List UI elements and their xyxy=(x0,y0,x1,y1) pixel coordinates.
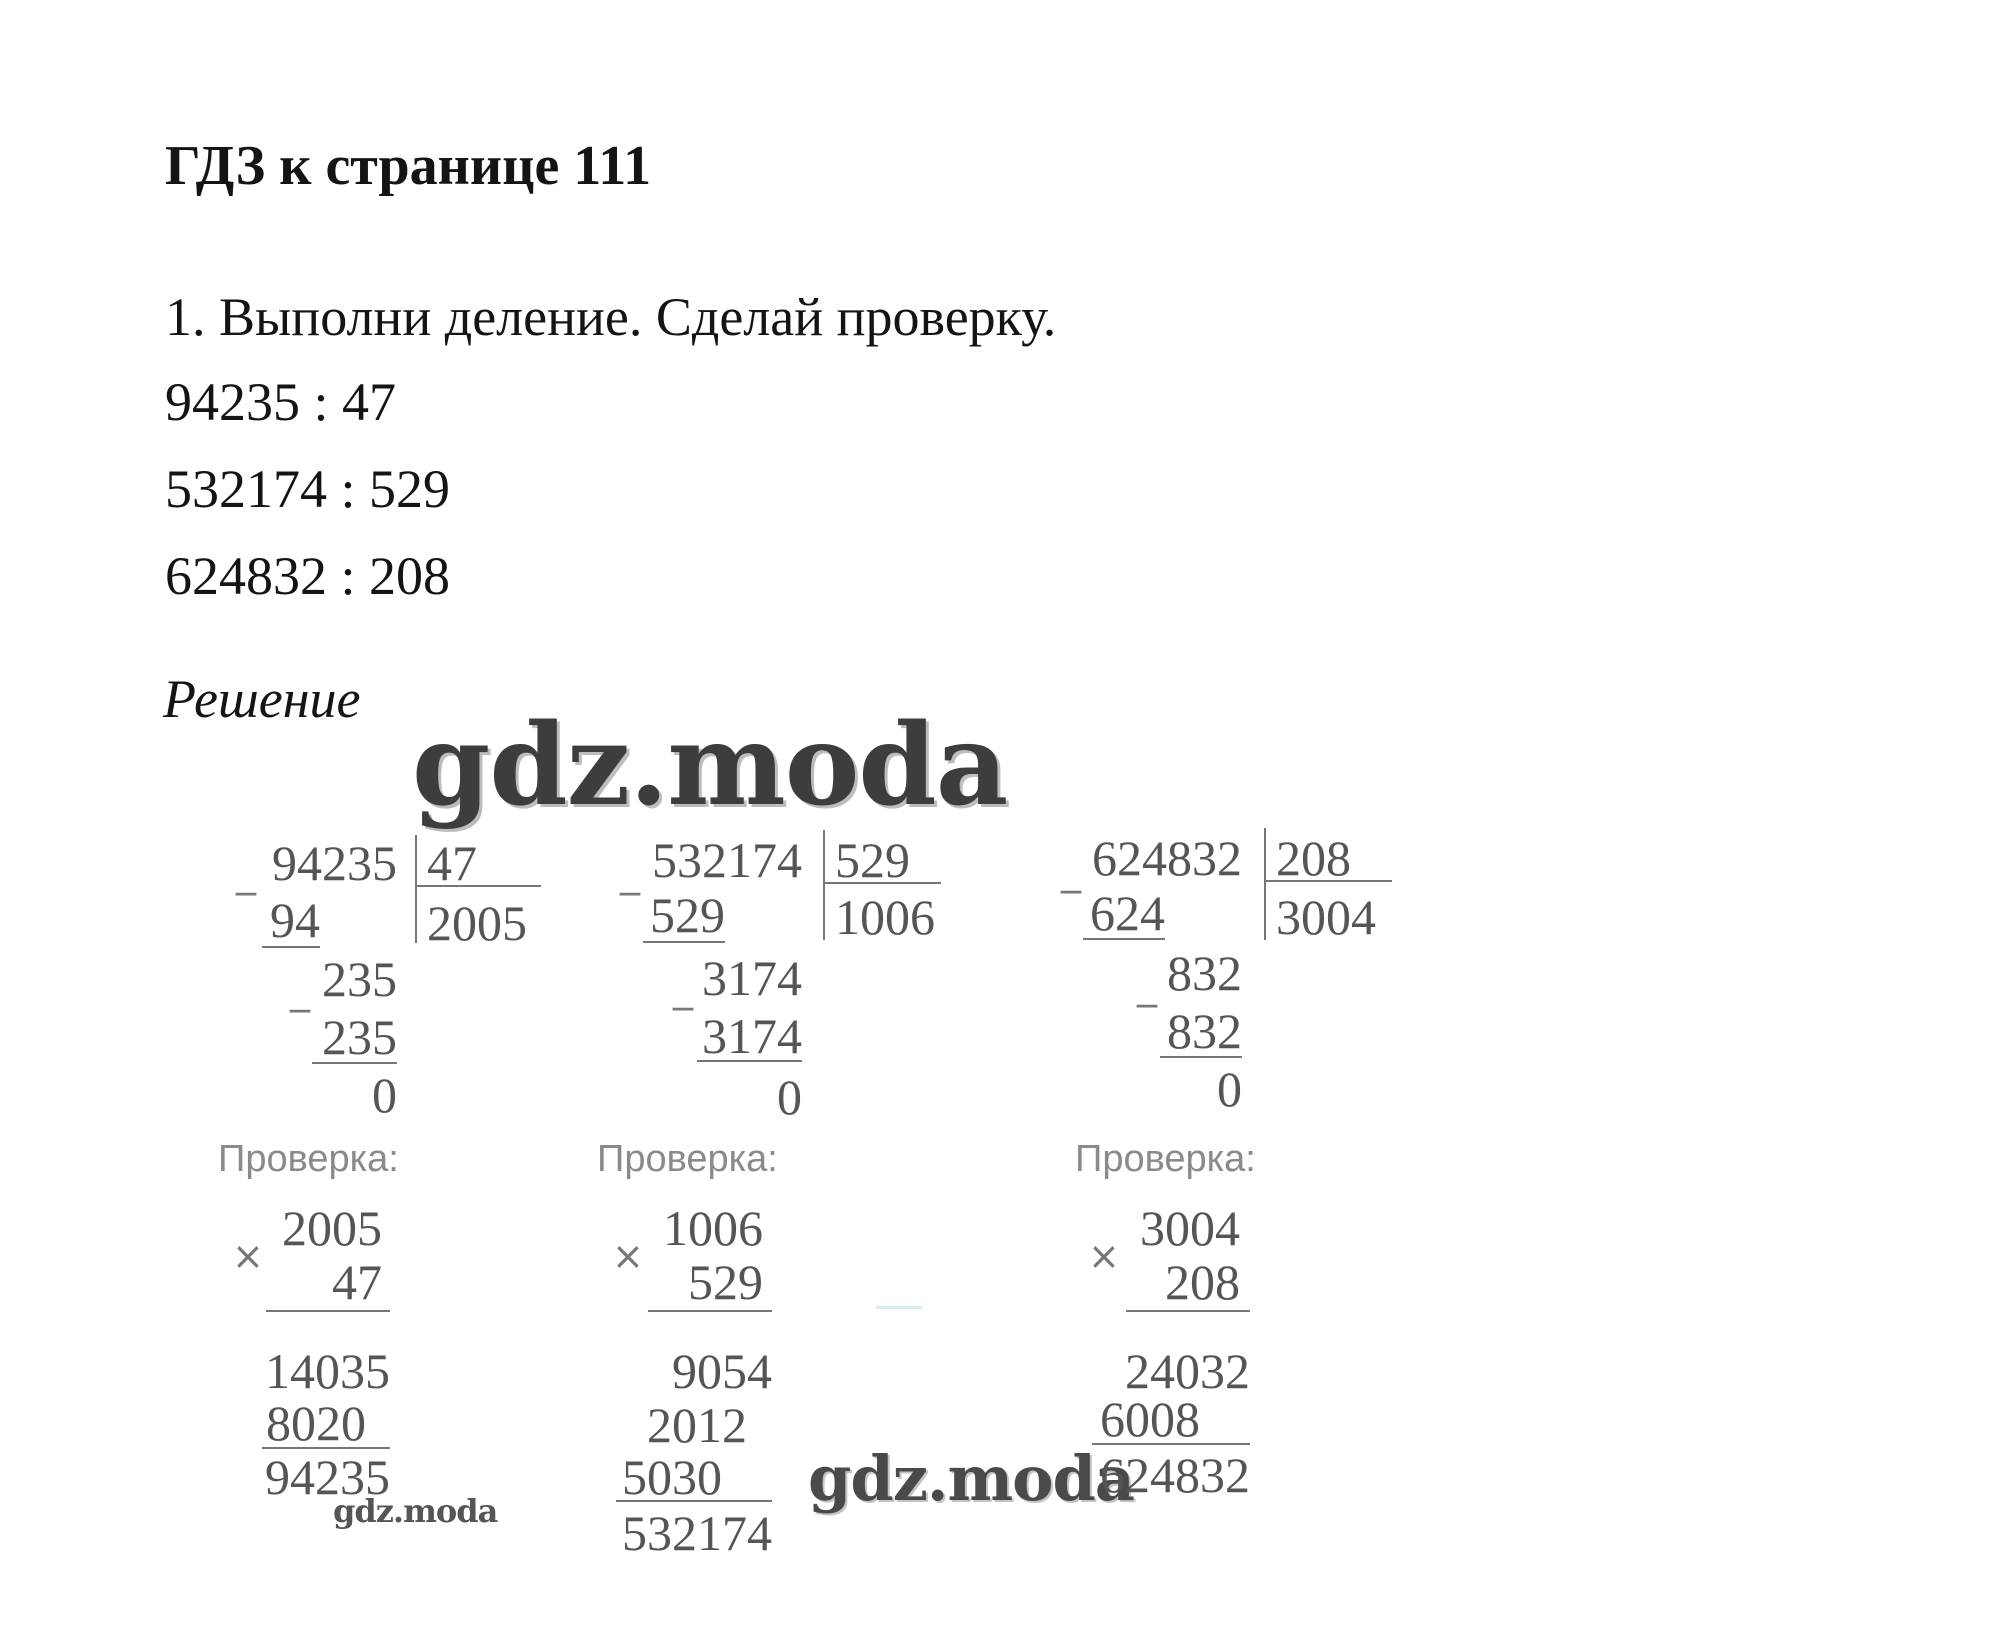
subtrahend: 3174 xyxy=(702,1008,802,1064)
check-label: Проверка: xyxy=(1075,1138,1256,1180)
subtrahend: 235 xyxy=(322,1009,397,1065)
task-statement: 1. Выполни деление. Сделай проверку. xyxy=(165,287,1057,347)
final-remainder: 0 xyxy=(372,1067,397,1123)
partial-product: 5030 xyxy=(622,1449,722,1505)
product: 94235 xyxy=(265,1449,390,1505)
minus-sign: _ xyxy=(673,965,693,1011)
quotient: 3004 xyxy=(1276,889,1376,945)
partial-product: 2012 xyxy=(647,1397,747,1453)
remainder: 832 xyxy=(1167,945,1242,1001)
final-remainder: 0 xyxy=(1217,1061,1242,1117)
partial-product: 6008 xyxy=(1100,1391,1200,1447)
subtrahend: 624 xyxy=(1090,885,1165,941)
subtraction-line xyxy=(262,946,320,948)
scan-artifact xyxy=(876,1306,922,1309)
subtrahend: 832 xyxy=(1167,1003,1242,1059)
sum-line xyxy=(616,1500,772,1502)
dividend: 624832 xyxy=(1092,830,1242,886)
watermark: gdz.moda xyxy=(333,1492,498,1530)
divisor: 47 xyxy=(427,835,477,891)
dividend: 532174 xyxy=(652,832,802,888)
solution-label: Решение xyxy=(163,669,361,729)
task-expression-1: 94235 : 47 xyxy=(165,372,397,432)
watermark: gdz.moda xyxy=(808,1442,1134,1515)
times-sign: × xyxy=(1088,1234,1120,1278)
task-expression-3: 624832 : 208 xyxy=(165,546,451,606)
factor: 208 xyxy=(1165,1254,1240,1310)
divisor-underline xyxy=(823,882,941,884)
subtraction-line xyxy=(1083,938,1165,940)
remainder: 3174 xyxy=(702,950,802,1006)
divisor: 208 xyxy=(1276,830,1351,886)
subtraction-line xyxy=(312,1062,397,1064)
minus-sign: _ xyxy=(1061,848,1081,894)
partial-product: 8020 xyxy=(266,1395,366,1451)
divisor: 529 xyxy=(835,832,910,888)
subtrahend: 94 xyxy=(270,892,320,948)
check-label: Проверка: xyxy=(218,1138,399,1180)
divisor-underline xyxy=(415,885,541,887)
multiplication-line xyxy=(648,1310,772,1312)
division-bracket xyxy=(823,830,825,940)
final-remainder: 0 xyxy=(777,1069,802,1125)
minus-sign: _ xyxy=(290,967,310,1013)
factor: 2005 xyxy=(282,1200,382,1256)
quotient: 2005 xyxy=(427,895,527,951)
partial-product: 24032 xyxy=(1125,1343,1250,1399)
factor: 529 xyxy=(688,1254,763,1310)
times-sign: × xyxy=(612,1234,644,1278)
watermark: gdz.moda xyxy=(412,700,1008,831)
division-bracket xyxy=(1264,828,1266,940)
partial-product: 9054 xyxy=(672,1343,772,1399)
subtraction-line xyxy=(643,941,725,943)
check-label: Проверка: xyxy=(597,1138,778,1180)
factor: 1006 xyxy=(663,1200,763,1256)
quotient: 1006 xyxy=(835,889,935,945)
multiplication-line xyxy=(1126,1310,1250,1312)
factor: 3004 xyxy=(1140,1200,1240,1256)
minus-sign: _ xyxy=(620,850,640,896)
remainder: 235 xyxy=(322,951,397,1007)
partial-product: 14035 xyxy=(265,1343,390,1399)
times-sign: × xyxy=(232,1234,264,1278)
factor: 47 xyxy=(332,1254,382,1310)
subtrahend: 529 xyxy=(650,887,725,943)
minus-sign: _ xyxy=(236,850,256,896)
subtraction-line xyxy=(1160,1056,1242,1058)
page-title: ГДЗ к странице 111 xyxy=(165,135,652,197)
product: 624832 xyxy=(1100,1447,1250,1503)
divisor-underline xyxy=(1264,880,1392,882)
subtraction-line xyxy=(697,1060,802,1062)
division-bracket xyxy=(415,835,417,943)
task-expression-2: 532174 : 529 xyxy=(165,459,451,519)
minus-sign: _ xyxy=(1137,962,1157,1008)
product: 532174 xyxy=(622,1505,772,1561)
multiplication-line xyxy=(266,1310,390,1312)
dividend: 94235 xyxy=(272,835,397,891)
sum-line xyxy=(1092,1443,1250,1445)
